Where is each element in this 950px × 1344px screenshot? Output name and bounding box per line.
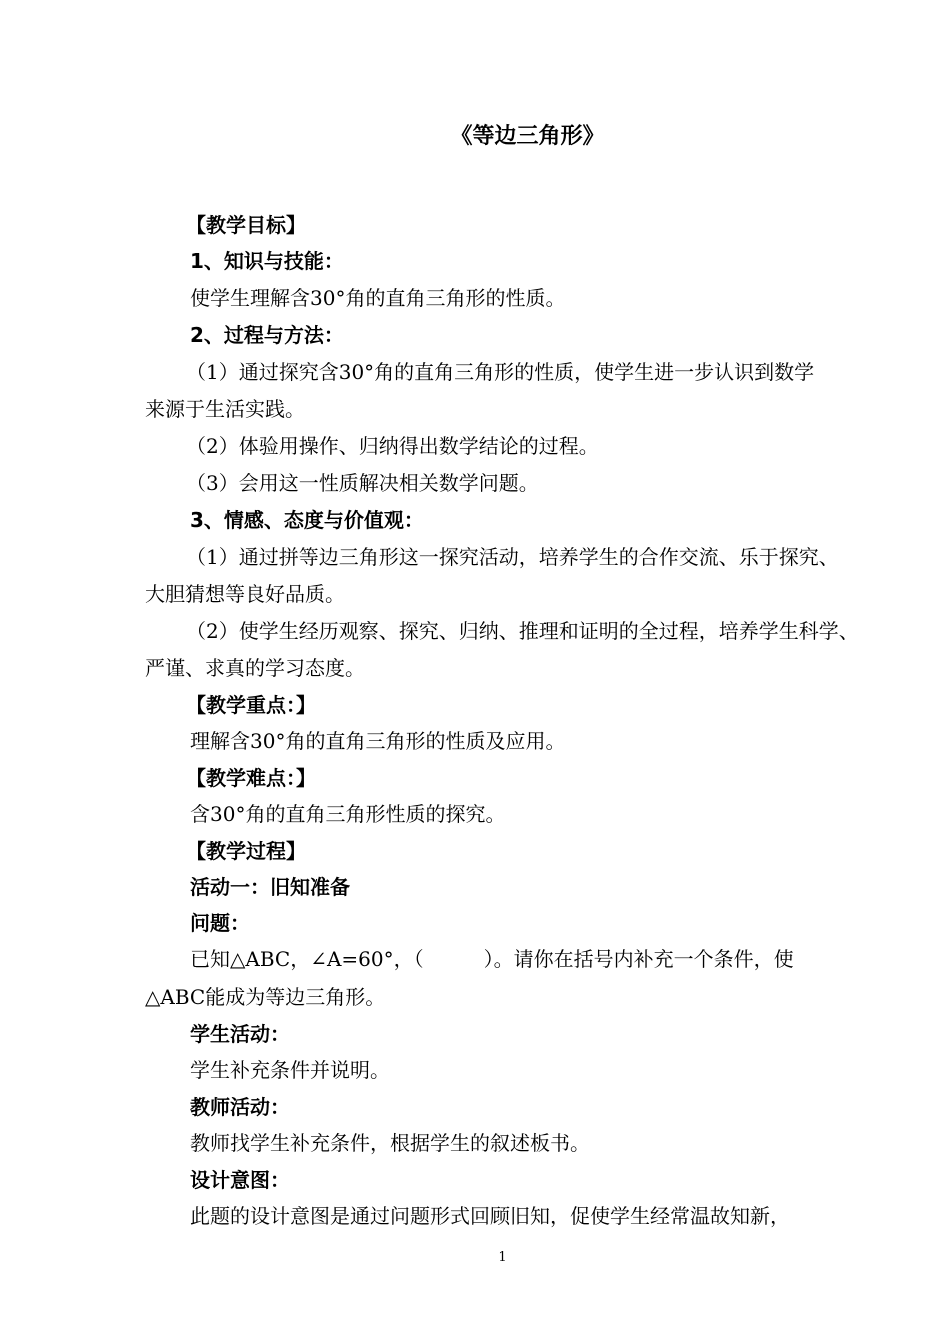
paragraph-line: （3）会用这一性质解决相关数学问题。 — [186, 471, 539, 495]
subheading-process-method: 2、过程与方法： — [190, 323, 344, 347]
subheading-knowledge-skills: 1、知识与技能： — [190, 249, 344, 273]
heading-key-points: 【教学重点：】 — [186, 693, 316, 717]
paragraph-line: 使学生理解含30°角的直角三角形的性质。 — [190, 286, 566, 310]
paragraph-line: 严谨、求真的学习态度。 — [145, 656, 365, 680]
label-teacher-activity: 教师活动： — [190, 1095, 290, 1119]
paragraph-line: 学生补充条件并说明。 — [190, 1058, 390, 1082]
heading-difficulties: 【教学难点：】 — [186, 766, 316, 790]
subheading-emotion-attitude: 3、情感、态度与价值观： — [190, 508, 424, 532]
document-title: 《等边三角形》 — [450, 124, 605, 149]
paragraph-line: 来源于生活实践。 — [145, 397, 305, 421]
paragraph-line: △ABC能成为等边三角形。 — [145, 985, 386, 1009]
paragraph-line: 含30°角的直角三角形性质的探究。 — [190, 802, 506, 826]
heading-teaching-process: 【教学过程】 — [186, 839, 306, 863]
paragraph-line: （2）体验用操作、归纳得出数学结论的过程。 — [186, 434, 599, 458]
page-number: 1 — [498, 1250, 507, 1265]
subheading-activity-one: 活动一：旧知准备 — [190, 875, 350, 899]
label-design-intent: 设计意图： — [190, 1168, 290, 1192]
label-student-activity: 学生活动： — [190, 1022, 290, 1046]
paragraph-line: （1）通过拼等边三角形这一探究活动，培养学生的合作交流、乐于探究、 — [186, 545, 839, 569]
heading-teaching-objectives: 【教学目标】 — [186, 213, 306, 237]
paragraph-line: （1）通过探究含30°角的直角三角形的性质，使学生进一步认识到数学 — [186, 360, 815, 384]
paragraph-line: 理解含30°角的直角三角形的性质及应用。 — [190, 729, 566, 753]
paragraph-line: 教师找学生补充条件，根据学生的叙述板书。 — [190, 1131, 590, 1155]
paragraph-line: （2）使学生经历观察、探究、归纳、推理和证明的全过程，培养学生科学、 — [186, 619, 859, 643]
label-question: 问题： — [190, 911, 250, 935]
paragraph-line: 此题的设计意图是通过问题形式回顾旧知，促使学生经常温故知新， — [190, 1204, 790, 1228]
paragraph-line: 已知△ABC，∠A=60°，（ ）。请你在括号内补充一个条件，使 — [190, 947, 794, 971]
paragraph-line: 大胆猜想等良好品质。 — [145, 582, 345, 606]
